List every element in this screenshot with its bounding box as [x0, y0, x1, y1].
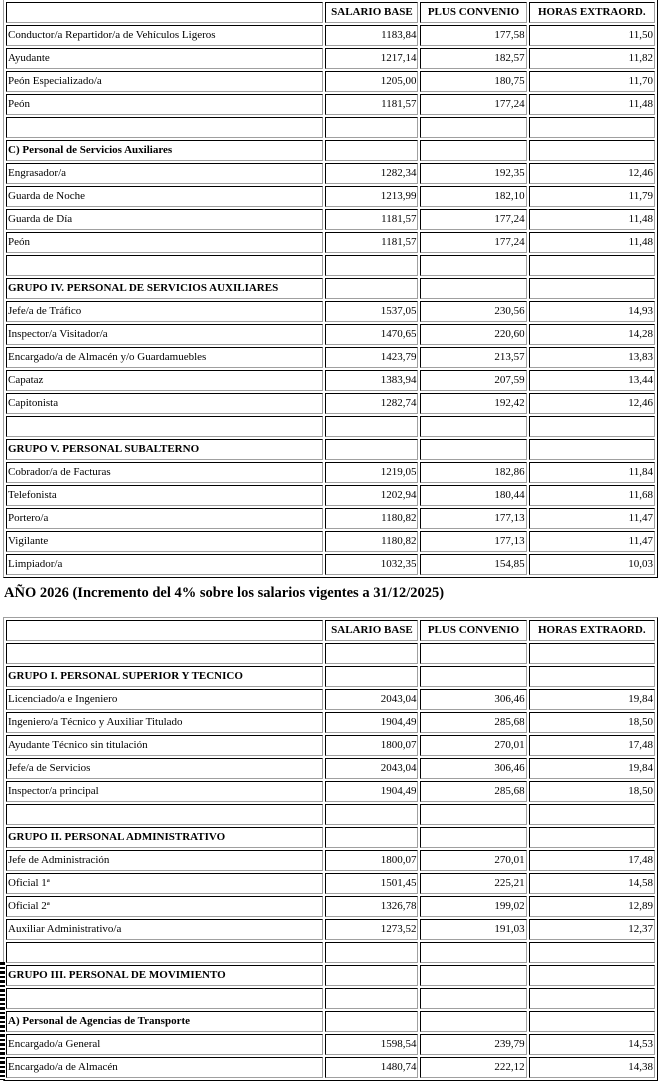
header-salario-base: SALARIO BASE — [325, 2, 418, 23]
empty-cell — [529, 804, 655, 825]
salario-base-cell: 1537,05 — [325, 301, 418, 322]
table-row — [6, 232, 655, 253]
blank-row — [6, 804, 655, 825]
table-body-2026 — [6, 643, 655, 1078]
group-heading-row — [6, 965, 655, 986]
job-title-cell: Inspector/a Visitador/a — [6, 324, 323, 345]
group-heading-row — [6, 278, 655, 299]
table-row — [6, 850, 655, 871]
table-row — [6, 508, 655, 529]
horas-extraord-cell: 11,47 — [529, 508, 655, 529]
job-title-cell: Encargado/a de Almacén — [6, 1057, 323, 1078]
horas-extraord-cell: 14,38 — [529, 1057, 655, 1078]
horas-extraord-cell: 17,48 — [529, 735, 655, 756]
job-title-cell: Ayudante — [6, 48, 323, 69]
plus-convenio-cell: 270,01 — [420, 735, 526, 756]
empty-cell — [420, 416, 526, 437]
empty-cell — [420, 988, 526, 1009]
group-heading-row — [6, 439, 655, 460]
plus-convenio-cell: 182,86 — [420, 462, 526, 483]
empty-cell — [420, 439, 526, 460]
empty-cell — [420, 804, 526, 825]
salario-base-cell: 1383,94 — [325, 370, 418, 391]
job-title-cell: Cobrador/a de Facturas — [6, 462, 323, 483]
empty-cell — [529, 117, 655, 138]
table-row — [6, 735, 655, 756]
table-row — [6, 324, 655, 345]
salario-base-cell: 1480,74 — [325, 1057, 418, 1078]
salario-base-cell: 1282,34 — [325, 163, 418, 184]
plus-convenio-cell: 177,24 — [420, 209, 526, 230]
horas-extraord-cell: 14,28 — [529, 324, 655, 345]
empty-cell — [529, 666, 655, 687]
plus-convenio-cell: 182,57 — [420, 48, 526, 69]
salario-base-cell: 1180,82 — [325, 508, 418, 529]
table-body-2025 — [6, 25, 655, 575]
horas-extraord-cell: 18,50 — [529, 781, 655, 802]
group-heading: GRUPO III. PERSONAL DE MOVIMIENTO — [6, 965, 323, 986]
horas-extraord-cell: 11,84 — [529, 462, 655, 483]
group-heading-row — [6, 666, 655, 687]
job-title-cell: Capitonista — [6, 393, 323, 414]
plus-convenio-cell: 222,12 — [420, 1057, 526, 1078]
plus-convenio-cell: 213,57 — [420, 347, 526, 368]
horas-extraord-cell: 19,84 — [529, 758, 655, 779]
job-title-cell: Guarda de Noche — [6, 186, 323, 207]
empty-cell — [6, 255, 323, 276]
table-row — [6, 301, 655, 322]
group-heading: GRUPO II. PERSONAL ADMINISTRATIVO — [6, 827, 323, 848]
job-title-cell: Capataz — [6, 370, 323, 391]
horas-extraord-cell: 12,46 — [529, 163, 655, 184]
job-title-cell: Ingeniero/a Técnico y Auxiliar Titulado — [6, 712, 323, 733]
salario-base-cell: 2043,04 — [325, 689, 418, 710]
empty-cell — [420, 942, 526, 963]
plus-convenio-cell: 177,24 — [420, 232, 526, 253]
subgroup-heading-row — [6, 1011, 655, 1032]
blank-row — [6, 416, 655, 437]
empty-cell — [420, 140, 526, 161]
empty-cell — [529, 255, 655, 276]
salario-base-cell: 1904,49 — [325, 781, 418, 802]
salario-base-cell: 1470,65 — [325, 324, 418, 345]
table-row — [6, 347, 655, 368]
horas-extraord-cell: 14,58 — [529, 873, 655, 894]
plus-convenio-cell: 180,44 — [420, 485, 526, 506]
salario-base-cell: 1213,99 — [325, 186, 418, 207]
table-row — [6, 186, 655, 207]
empty-cell — [325, 666, 418, 687]
horas-extraord-cell: 13,83 — [529, 347, 655, 368]
group-heading: GRUPO IV. PERSONAL DE SERVICIOS AUXILIARES — [6, 278, 323, 299]
plus-convenio-cell: 306,46 — [420, 758, 526, 779]
table-row — [6, 462, 655, 483]
horas-extraord-cell: 17,48 — [529, 850, 655, 871]
empty-cell — [529, 140, 655, 161]
table-row — [6, 896, 655, 917]
group-heading-row — [6, 827, 655, 848]
table-row — [6, 209, 655, 230]
blank-row — [6, 117, 655, 138]
header-plus-convenio: PLUS CONVENIO — [420, 2, 526, 23]
empty-cell — [6, 643, 323, 664]
empty-cell — [529, 278, 655, 299]
salario-base-cell: 1800,07 — [325, 735, 418, 756]
plus-convenio-cell: 207,59 — [420, 370, 526, 391]
table-row — [6, 1057, 655, 1078]
table-row — [6, 1034, 655, 1055]
empty-cell — [420, 1011, 526, 1032]
header-salario-base: SALARIO BASE — [325, 620, 418, 641]
empty-cell — [325, 117, 418, 138]
plus-convenio-cell: 177,13 — [420, 508, 526, 529]
empty-cell — [6, 117, 323, 138]
plus-convenio-cell: 177,58 — [420, 25, 526, 46]
empty-cell — [325, 804, 418, 825]
job-title-cell: Telefonista — [6, 485, 323, 506]
salario-base-cell: 1180,82 — [325, 531, 418, 552]
job-title-cell: Limpiador/a — [6, 554, 323, 575]
job-title-cell: Vigilante — [6, 531, 323, 552]
horas-extraord-cell: 11,79 — [529, 186, 655, 207]
table-header-row — [6, 2, 655, 23]
header-category-cell — [6, 620, 323, 641]
plus-convenio-cell: 270,01 — [420, 850, 526, 871]
horas-extraord-cell: 11,47 — [529, 531, 655, 552]
horas-extraord-cell: 11,82 — [529, 48, 655, 69]
table-row — [6, 370, 655, 391]
empty-cell — [420, 666, 526, 687]
subgroup-heading-row — [6, 140, 655, 161]
empty-cell — [420, 278, 526, 299]
header-horas-extraord: HORAS EXTRAORD. — [529, 620, 655, 641]
job-title-cell: Encargado/a de Almacén y/o Guardamuebles — [6, 347, 323, 368]
plus-convenio-cell: 182,10 — [420, 186, 526, 207]
table-row — [6, 163, 655, 184]
horas-extraord-cell: 13,44 — [529, 370, 655, 391]
empty-cell — [325, 140, 418, 161]
table-row — [6, 25, 655, 46]
job-title-cell: Peón — [6, 94, 323, 115]
horas-extraord-cell: 14,53 — [529, 1034, 655, 1055]
group-heading: GRUPO V. PERSONAL SUBALTERNO — [6, 439, 323, 460]
blank-row — [6, 988, 655, 1009]
plus-convenio-cell: 306,46 — [420, 689, 526, 710]
horas-extraord-cell: 12,89 — [529, 896, 655, 917]
empty-cell — [325, 827, 418, 848]
empty-cell — [325, 255, 418, 276]
plus-convenio-cell: 285,68 — [420, 781, 526, 802]
empty-cell — [529, 439, 655, 460]
subgroup-heading: A) Personal de Agencias de Transporte — [6, 1011, 323, 1032]
salario-base-cell: 1032,35 — [325, 554, 418, 575]
empty-cell — [529, 965, 655, 986]
empty-cell — [325, 988, 418, 1009]
horas-extraord-cell: 14,93 — [529, 301, 655, 322]
salario-base-cell: 1904,49 — [325, 712, 418, 733]
empty-cell — [325, 643, 418, 664]
subgroup-heading: C) Personal de Servicios Auxiliares — [6, 140, 323, 161]
job-title-cell: Jefe/a de Servicios — [6, 758, 323, 779]
plus-convenio-cell: 177,24 — [420, 94, 526, 115]
blank-row — [6, 942, 655, 963]
empty-cell — [529, 416, 655, 437]
plus-convenio-cell: 220,60 — [420, 324, 526, 345]
job-title-cell: Jefe de Administración — [6, 850, 323, 871]
empty-cell — [6, 942, 323, 963]
horas-extraord-cell: 11,48 — [529, 94, 655, 115]
plus-convenio-cell: 199,02 — [420, 896, 526, 917]
empty-cell — [6, 804, 323, 825]
salario-base-cell: 1501,45 — [325, 873, 418, 894]
salario-base-cell: 1423,79 — [325, 347, 418, 368]
plus-convenio-cell: 225,21 — [420, 873, 526, 894]
empty-cell — [529, 988, 655, 1009]
header-plus-convenio: PLUS CONVENIO — [420, 620, 526, 641]
table-row — [6, 485, 655, 506]
scan-edge-artifact — [0, 962, 5, 1080]
plus-convenio-cell: 192,42 — [420, 393, 526, 414]
job-title-cell: Inspector/a principal — [6, 781, 323, 802]
empty-cell — [420, 965, 526, 986]
salario-base-cell: 1181,57 — [325, 209, 418, 230]
job-title-cell: Ayudante Técnico sin titulación — [6, 735, 323, 756]
header-horas-extraord: HORAS EXTRAORD. — [529, 2, 655, 23]
salary-table-2025 — [3, 0, 658, 578]
table-row — [6, 781, 655, 802]
empty-cell — [420, 827, 526, 848]
salario-base-cell: 1205,00 — [325, 71, 418, 92]
horas-extraord-cell: 12,46 — [529, 393, 655, 414]
empty-cell — [6, 416, 323, 437]
table-row — [6, 758, 655, 779]
empty-cell — [325, 1011, 418, 1032]
empty-cell — [420, 117, 526, 138]
salary-table-2026 — [3, 617, 658, 1081]
empty-cell — [529, 827, 655, 848]
salario-base-cell: 1202,94 — [325, 485, 418, 506]
job-title-cell: Licenciado/a e Ingeniero — [6, 689, 323, 710]
job-title-cell: Conductor/a Repartidor/a de Vehículos Ligeros — [6, 25, 323, 46]
job-title-cell: Peón Especializado/a — [6, 71, 323, 92]
table-row — [6, 689, 655, 710]
table-row — [6, 919, 655, 940]
table-row — [6, 712, 655, 733]
empty-cell — [420, 255, 526, 276]
job-title-cell: Portero/a — [6, 508, 323, 529]
job-title-cell: Encargado/a General — [6, 1034, 323, 1055]
table-header-row — [6, 620, 655, 641]
empty-cell — [529, 942, 655, 963]
salario-base-cell: 1800,07 — [325, 850, 418, 871]
table-row — [6, 531, 655, 552]
salario-base-cell: 1217,14 — [325, 48, 418, 69]
job-title-cell: Peón — [6, 232, 323, 253]
table-row — [6, 873, 655, 894]
empty-cell — [529, 643, 655, 664]
horas-extraord-cell: 11,48 — [529, 232, 655, 253]
horas-extraord-cell: 12,37 — [529, 919, 655, 940]
salario-base-cell: 1598,54 — [325, 1034, 418, 1055]
plus-convenio-cell: 180,75 — [420, 71, 526, 92]
salario-base-cell: 1181,57 — [325, 232, 418, 253]
plus-convenio-cell: 191,03 — [420, 919, 526, 940]
horas-extraord-cell: 18,50 — [529, 712, 655, 733]
salario-base-cell: 1282,74 — [325, 393, 418, 414]
horas-extraord-cell: 19,84 — [529, 689, 655, 710]
plus-convenio-cell: 285,68 — [420, 712, 526, 733]
horas-extraord-cell: 11,48 — [529, 209, 655, 230]
empty-cell — [325, 416, 418, 437]
salario-base-cell: 1181,57 — [325, 94, 418, 115]
horas-extraord-cell: 11,50 — [529, 25, 655, 46]
salario-base-cell: 2043,04 — [325, 758, 418, 779]
empty-cell — [325, 439, 418, 460]
empty-cell — [325, 278, 418, 299]
blank-row — [6, 255, 655, 276]
table-row — [6, 48, 655, 69]
job-title-cell: Guarda de Día — [6, 209, 323, 230]
job-title-cell: Jefe/a de Tráfico — [6, 301, 323, 322]
salario-base-cell: 1326,78 — [325, 896, 418, 917]
group-heading: GRUPO I. PERSONAL SUPERIOR Y TECNICO — [6, 666, 323, 687]
job-title-cell: Auxiliar Administrativo/a — [6, 919, 323, 940]
table-row — [6, 94, 655, 115]
job-title-cell: Oficial 1ª — [6, 873, 323, 894]
salario-base-cell: 1183,84 — [325, 25, 418, 46]
table-row — [6, 71, 655, 92]
plus-convenio-cell: 154,85 — [420, 554, 526, 575]
salario-base-cell: 1273,52 — [325, 919, 418, 940]
empty-cell — [420, 643, 526, 664]
table-row — [6, 554, 655, 575]
empty-cell — [325, 942, 418, 963]
plus-convenio-cell: 192,35 — [420, 163, 526, 184]
plus-convenio-cell: 177,13 — [420, 531, 526, 552]
section-title-2026: AÑO 2026 (Incremento del 4% sobre los salarios vigentes a 31/12/2025) — [4, 585, 445, 601]
table-row — [6, 393, 655, 414]
horas-extraord-cell: 11,70 — [529, 71, 655, 92]
plus-convenio-cell: 230,56 — [420, 301, 526, 322]
blank-row — [6, 643, 655, 664]
horas-extraord-cell: 10,03 — [529, 554, 655, 575]
empty-cell — [6, 988, 323, 1009]
salario-base-cell: 1219,05 — [325, 462, 418, 483]
job-title-cell: Engrasador/a — [6, 163, 323, 184]
header-category-cell — [6, 2, 323, 23]
empty-cell — [325, 965, 418, 986]
job-title-cell: Oficial 2ª — [6, 896, 323, 917]
empty-cell — [529, 1011, 655, 1032]
plus-convenio-cell: 239,79 — [420, 1034, 526, 1055]
horas-extraord-cell: 11,68 — [529, 485, 655, 506]
